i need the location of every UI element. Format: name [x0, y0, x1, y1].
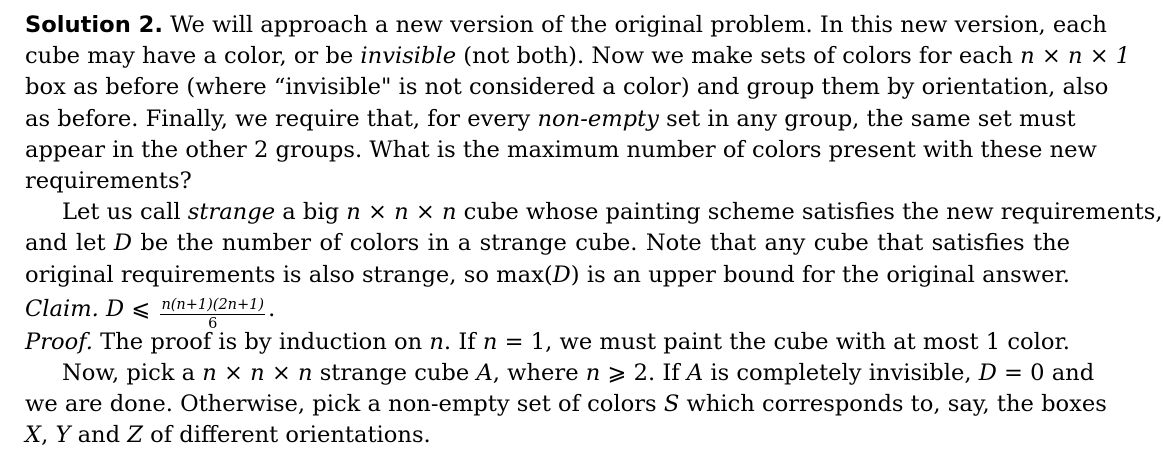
text-run: box as before (where “invisible" is not considered a color) and group them by orientation, also [25, 74, 1109, 101]
math-set-s: S [663, 391, 680, 418]
text-run: . [268, 295, 276, 322]
text-run: original requirements is also strange, so max( [25, 261, 553, 288]
text-run: of different orientations. [142, 422, 431, 449]
text-run: We will approach a new version of the original problem. In this new version, each [170, 12, 1107, 38]
text-run: and [70, 422, 128, 449]
math-box-dimension: n × n × 1 [1020, 43, 1131, 70]
math-variable-d: D [552, 261, 571, 288]
text-run: , [41, 422, 56, 449]
math-cube-dimension: n × n × n [202, 359, 313, 386]
paragraph-2-line-2 [25, 228, 1070, 259]
text-run: cube may have a color, or be [25, 43, 361, 70]
proof-line-1 [25, 327, 1070, 358]
text-run: = 1, we must paint the cube with at most 1 color. [497, 328, 1070, 355]
solution-heading: Solution 2. [25, 12, 163, 38]
math-variable-a: A [686, 359, 704, 386]
text-run: Let us call [62, 199, 188, 226]
text-run: we are done. Otherwise, pick a non-empty set of colors [25, 391, 664, 418]
emphasis-strange: strange [187, 199, 276, 226]
proof-label: Proof. [25, 328, 93, 355]
math-variable-a: A [476, 359, 493, 386]
math-cube-dimension: n × n × n [346, 199, 457, 226]
claim-label: Claim. [25, 295, 99, 322]
math-variable-z: Z [127, 422, 143, 449]
text-run: Now, pick a [62, 359, 203, 386]
paragraph-1-line-4 [25, 104, 1076, 135]
text-run: requirements? [25, 167, 192, 194]
math-variable-d: D [978, 359, 997, 386]
math-variable-n: n [585, 359, 601, 386]
text-run: appear in the other 2 groups. What is the maximum number of colors present with these new [25, 136, 1097, 163]
text-run: . If [443, 328, 483, 355]
text-run: cube whose painting scheme satisfies the new requirements, [456, 199, 1163, 226]
text-run: and let [25, 230, 114, 257]
proof-line-2 [25, 358, 1095, 389]
text-run: which corresponds to, say, the boxes [679, 391, 1107, 418]
text-run: , where [492, 359, 586, 386]
paragraph-1-line-3 [25, 72, 1109, 103]
math-variable-y: Y [55, 422, 71, 449]
paragraph-2-line-1 [25, 197, 1163, 228]
fraction-numerator: n(n+1)(2n+1) [161, 296, 265, 313]
text-run: strange cube [312, 359, 477, 386]
math-variable-d: D [106, 295, 125, 322]
text-run: ) is an upper bound for the original answer. [570, 261, 1070, 288]
paragraph-1-line-2 [25, 41, 1131, 72]
text-run: a big [275, 199, 347, 226]
math-relation: ⩽ [124, 295, 158, 322]
math-variable-x: X [25, 422, 42, 449]
fraction-denominator: 6 [208, 315, 218, 332]
math-variable-d: D [113, 230, 133, 257]
text-run: as before. Finally, we require that, for every [25, 105, 538, 132]
math-variable-n: n [429, 328, 444, 355]
text-run: (not both). Now we make sets of colors for each [456, 43, 1021, 70]
proof-line-4 [25, 420, 1070, 451]
paragraph-1-line-6 [25, 166, 1070, 197]
text-run: The proof is by induction on [92, 328, 430, 355]
text-run: = 0 and [996, 359, 1095, 386]
paragraph-1-line-5 [25, 135, 1097, 166]
emphasis-invisible: invisible [360, 43, 457, 70]
paragraph-2-line-3 [25, 260, 1070, 291]
text-run: is completely invisible, [703, 359, 979, 386]
math-variable-n: n [482, 328, 498, 355]
text-run: ⩾ 2. If [600, 359, 687, 386]
emphasis-non-empty: non-empty [537, 105, 659, 132]
paragraph-1-line-1 [25, 10, 1107, 41]
text-run: set in any group, the same set must [658, 105, 1076, 132]
text-run: be the number of colors in a strange cube. Note that any cube that satisfies the [132, 230, 1070, 257]
proof-line-3 [25, 389, 1107, 420]
claim-line [25, 291, 1070, 332]
solution-text [25, 10, 1163, 451]
